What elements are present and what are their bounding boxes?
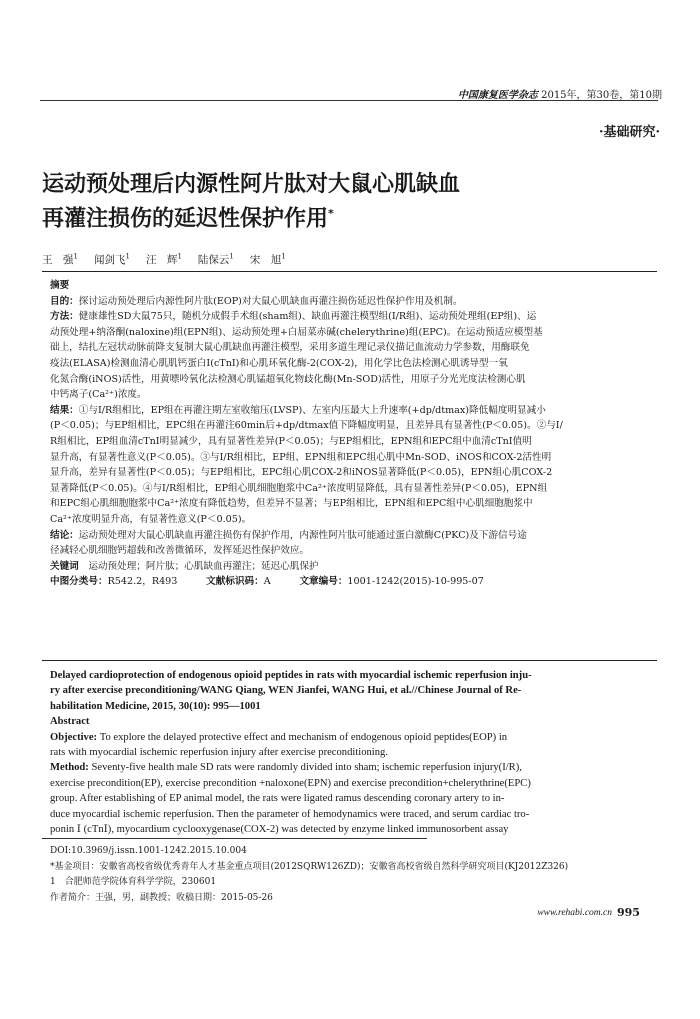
- footer-url: www.rehabi.com.cn: [537, 908, 612, 918]
- abstract-en-text: Seventy-five health male SD rats were randomly divided into sham; ischemic reperfusion injury(I/R),: [91, 762, 522, 774]
- journal-name: 中国康复医学杂志: [457, 90, 538, 101]
- abstract-cn-text: 径减轻心肌细胞钙超载和改善微循环，发挥延迟性保护效应。: [50, 545, 310, 557]
- abstract-cn-text: ①与I/R组相比，EP组在再灌注期左室收缩压(LVSP)、左室内压最大上升速率(+dp/dtmax)降低幅度明显减小: [78, 404, 546, 416]
- abstract-cn-line: [50, 559, 650, 575]
- abstract-en-line: [50, 776, 650, 791]
- abstract-heading-en: Abstract: [50, 716, 90, 728]
- footnote-line: 作者简介：王强，男，副教授；收稿日期：2015-05-26: [50, 892, 273, 903]
- abstract-en-label: Method:: [50, 762, 92, 774]
- author-name: 王 强: [42, 254, 74, 266]
- abstract-cn-line: [50, 372, 650, 388]
- abstract-en-text: group. After establishing of EP animal model, the rats were ligated ramus descending coronary artery to in-: [50, 793, 505, 805]
- section-tag: ·基础研究·: [598, 125, 660, 140]
- author-name: 闻剑飞: [93, 254, 126, 266]
- abstract-cn-line: [50, 465, 650, 481]
- header-rule: [40, 100, 658, 101]
- abstract-cn-text: 健康雄性SD大鼠75只，随机分成假手术组(sham组)、缺血再灌注模型组(I/R组)、运动预处理组(EP组)、运: [78, 311, 537, 323]
- title-en-line: Delayed cardioprotection of endogenous opioid peptides in rats with myocardial ischemic reperfusion inju-: [50, 670, 532, 681]
- author-name: 宋 旭: [249, 254, 282, 266]
- running-header: [362, 86, 662, 101]
- abstract-en-line: [50, 760, 650, 775]
- abstract-cn-text: Ca²⁺浓度明显升高，有显著性意义(P＜0.05)。: [50, 513, 252, 525]
- title-line-1: 运动预处理后内源性阿片肽对大鼠心肌缺血: [42, 172, 461, 197]
- abstract-cn-text: (P＜0.05)；与EP组相比，EPC组在再灌注60min后+dp/dtmax值下降幅度明显，且差异具有显著性(P＜0.05)。②与I/: [50, 420, 563, 432]
- abstract-en-line: [50, 791, 650, 806]
- footnote-line: *基金项目：安徽省高校省级优秀青年人才基金重点项目(2012SQRW126ZD)；安徽省高校省级自然科学研究项目(KJ2012Z326): [50, 861, 569, 872]
- abstract-heading-cn: 摘要: [50, 280, 70, 291]
- abstract-cn-line: [50, 340, 650, 356]
- abstract-cn-line: [50, 294, 650, 310]
- author-affiliation: 1: [229, 252, 234, 261]
- author-affiliation: 1: [73, 252, 78, 261]
- abstract-cn-line: [50, 309, 650, 325]
- footnote-line: 1 合肥师范学院体育科学学院，230601: [50, 877, 217, 887]
- author: [42, 254, 78, 266]
- abstract-cn-text: 中钙离子(Ca²⁺)浓度。: [50, 389, 147, 401]
- abstract-cn-label: 结果：: [50, 404, 79, 416]
- abstract-cn-text: 运动预处理；阿片肽；心肌缺血再灌注；延迟心肌保护: [88, 560, 319, 572]
- abstract-cn-line: [50, 528, 650, 544]
- abstract-cn-text: 显升高，有显著性意义(P＜0.05)。③与I/R组相比，EP组、EPN组和EPC组心肌中Mn-SOD、iNOS和COX-2活性明: [50, 451, 552, 463]
- abstract-cn-line: [50, 481, 650, 497]
- abstract-cn-body: [50, 294, 650, 575]
- abstract-cn-text: 显著降低(P＜0.05)。④与I/R组相比，EP组心肌细胞胞浆中Ca²⁺浓度明显降低，具有显著性差异(P＜0.05)，EPN组: [50, 482, 548, 494]
- author-affiliation: 1: [125, 252, 130, 261]
- title-en-line: ry after exercise preconditioning/WANG Qiang, WEN Jianfei, WANG Hui, et al.//Chinese Journal of Re-: [50, 685, 522, 697]
- abstract-cn-line: [50, 450, 650, 466]
- author-affiliation: 1: [281, 252, 286, 261]
- abstract-cn-line: [50, 387, 650, 403]
- title-en-line: habilitation Medicine, 2015, 30(10): 995—1001: [50, 700, 261, 712]
- abstract-en: [50, 668, 650, 837]
- page-number: 995: [617, 906, 640, 919]
- abstract-cn-line: [50, 512, 650, 528]
- abstract-cn-label: 结论：: [50, 529, 79, 541]
- footnote-rule: [42, 838, 427, 839]
- abstract-cn-line: [50, 434, 650, 450]
- abstract-cn-text: 探讨运动预处理后内源性阿片肽(EOP)对大鼠心肌缺血再灌注损伤延迟性保护作用及机制。: [78, 295, 463, 307]
- abstract-cn-text: 础上，结扎左冠状动脉前降支复制大鼠心肌缺血再灌注模型，采用多道生理记录仪描记血流动力学参数，用酶联免: [50, 342, 530, 354]
- footnote-line: DOI:10.3969/j.issn.1001-1242.2015.10.004: [50, 846, 247, 856]
- article-title-en: [50, 668, 650, 714]
- abstract-cn: [50, 278, 650, 590]
- author: [146, 254, 182, 266]
- abstract-cn-line: [50, 356, 650, 372]
- abstract-cn-label: 目的：: [50, 295, 79, 307]
- abstract-en-body: [50, 730, 650, 838]
- abstract-en-label: Objective:: [50, 731, 100, 743]
- abstract-cn-line: [50, 418, 650, 434]
- abstract-cn-text: 运动预处理对大鼠心肌缺血再灌注损伤有保护作用，内源性阿片肽可能通过蛋白激酶C(PKC)及下游信号途: [78, 529, 527, 541]
- author: [94, 254, 130, 266]
- abstract-en-line: [50, 807, 650, 822]
- abstract-en-text: rats with myocardial ischemic reperfusion injury after exercise preconditioning.: [50, 746, 388, 758]
- author: [198, 254, 234, 266]
- abstract-cn-text: 动预处理+纳洛酮(naloxine)组(EPN组)、运动预处理+白屈菜赤碱(chelerythrine)组(EPC)。在运动预适应模型基: [50, 326, 543, 338]
- author-name: 陆保云: [197, 254, 230, 266]
- abstract-en-line: [50, 822, 650, 837]
- author-affiliation: 1: [177, 252, 182, 261]
- abstract-cn-line: [50, 403, 650, 419]
- abstract-cn-line: [50, 543, 650, 559]
- abstract-en-text: To explore the delayed protective effect and mechanism of endogenous opioid peptides(EOP) in: [99, 731, 508, 743]
- abstract-cn-line: [50, 496, 650, 512]
- classification-line: 中图分类号：R542.2，R493 文献标识码：A 文章编号：1001-1242(2015)-10-995-07: [50, 576, 484, 588]
- abstract-cn-text: 化氮合酶(iNOS)活性，用黄嘌呤氧化法检测心肌锰超氧化物歧化酶(Mn-SOD)活性，用原子分光光度法检测心肌: [50, 373, 526, 385]
- article-title-cn: [42, 170, 602, 233]
- author: [250, 254, 286, 266]
- abstract-cn-text: 疫法(ELASA)检测血清心肌肌钙蛋白Ⅰ(cTnⅠ)和心肌环氧化酶-2(COX-2)，用化学比色法检测心肌诱导型一氧: [50, 357, 508, 369]
- author-list: [42, 252, 302, 267]
- title-line-2: 再灌注损伤的延迟性保护作用*: [42, 206, 334, 232]
- abstract-cn-text: R组相比，EP组血清cTnⅠ明显减少，具有显著性差异(P＜0.05)；与EP组相比，EPN组和EPC组中血清cTnⅠ值明: [50, 435, 532, 447]
- abstract-cn-text: 显升高，差异有显著性(P＜0.05)；与EP组相比，EPC组心肌COX-2和iNOS显著降低(P＜0.05)，EPN组心肌COX-2: [50, 467, 553, 479]
- abstract-cn-label: 关键词: [50, 560, 89, 572]
- abstract-bottom-rule: [42, 660, 657, 661]
- abstract-en-line: [50, 730, 650, 745]
- issue-info: 2015年，第30卷，第10期: [541, 90, 662, 101]
- abstract-cn-text: 和EPC组心肌细胞胞浆中Ca²⁺浓度有降低趋势，但差异不显著；与EP组相比，EPN组和EPC组中心肌细胞胞浆中: [50, 498, 533, 510]
- author-name: 汪 辉: [145, 254, 178, 266]
- abstract-cn-label: 方法：: [50, 311, 79, 323]
- abstract-cn-line: [50, 325, 650, 341]
- abstract-en-text: duce myocardial ischemic reperfusion. Then the parameter of hemodynamics were traced, and serum cardiac tro-: [50, 808, 530, 820]
- funding-mark: *: [328, 207, 334, 220]
- abstract-en-text: exercise precondition(EP), exercise precondition +naloxone(EPN) and exercise precondition+chelerythrine(EPC): [50, 777, 531, 789]
- abstract-top-rule: [42, 271, 657, 272]
- abstract-en-line: [50, 745, 650, 760]
- abstract-en-text: ponin Ⅰ (cTnⅠ), myocardium cyclooxygenase(COX-2) was detected by enzyme linked immunosorbent assay: [50, 823, 509, 835]
- footnotes: [50, 844, 650, 906]
